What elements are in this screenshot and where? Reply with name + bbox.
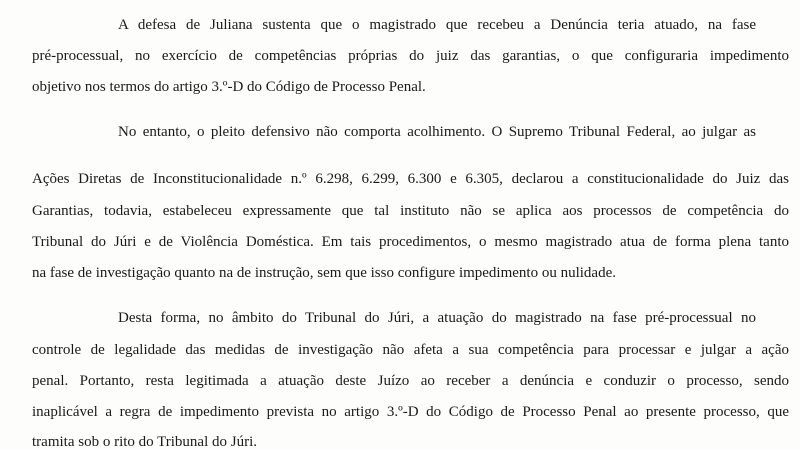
- text-line: tramita sob o rito do Tribunal do Júri.: [32, 434, 257, 450]
- text-line: penal. Portanto, resta legitimada a atuação deste Juízo ao receber a denúncia e conduzir o processo, sendo: [32, 373, 789, 389]
- text-line: controle de legalidade das medidas de investigação não afeta a sua competência para processar e julgar a ação: [32, 342, 789, 358]
- text-line: Desta forma, no âmbito do Tribunal do Júri, a atuação do magistrado na fase pré-processual no: [118, 310, 756, 326]
- text-line: inaplicável a regra de impedimento prevista no artigo 3.º-D do Código de Processo Penal ao presente processo, que: [32, 404, 789, 420]
- text-line: Tribunal do Júri e de Violência Doméstica. Em tais procedimentos, o mesmo magistrado atua de forma plena tanto: [32, 234, 789, 250]
- text-line: A defesa de Juliana sustenta que o magistrado que recebeu a Denúncia teria atuado, na fase: [118, 17, 756, 33]
- text-line: Garantias, todavia, estabeleceu expressamente que tal instituto não se aplica aos processos de competência do: [32, 203, 789, 219]
- text-line: No entanto, o pleito defensivo não comporta acolhimento. O Supremo Tribunal Federal, ao julgar as: [118, 124, 756, 140]
- text-line: na fase de investigação quanto na de instrução, sem que isso configure impedimento ou nulidade.: [32, 265, 616, 281]
- text-line: pré-processual, no exercício de competências próprias do juiz das garantias, o que configuraria impedimento: [32, 48, 789, 64]
- text-line: objetivo nos termos do artigo 3.º-D do Código de Processo Penal.: [32, 79, 426, 95]
- text-line: Ações Diretas de Inconstitucionalidade n.º 6.298, 6.299, 6.300 e 6.305, declarou a constitucionalidade do Juiz das: [32, 171, 789, 187]
